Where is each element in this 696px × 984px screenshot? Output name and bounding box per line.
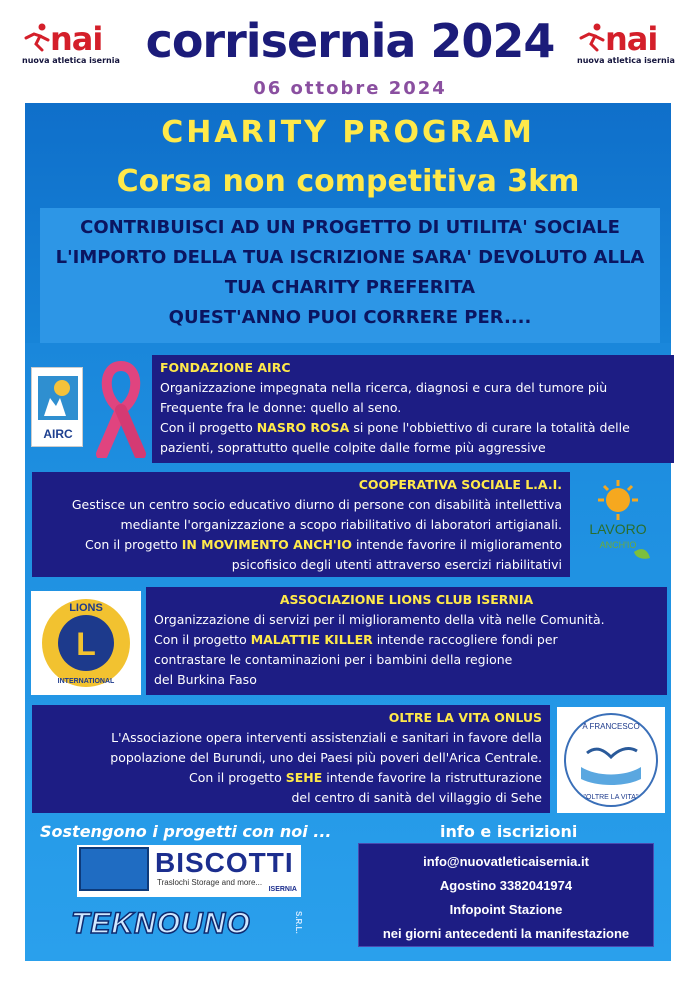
lions-emblem-icon — [31, 591, 141, 695]
intro-line: CONTRIBUISCI AD UN PROGETTO DI UTILITA' SOCIALE — [80, 217, 620, 238]
oltre-logo-top: A FRANCESCO — [582, 722, 640, 731]
oltre-project-name: SEHE — [285, 770, 323, 785]
seagull-emblem-icon — [557, 707, 665, 813]
oltre-text-line — [40, 768, 542, 788]
truck-runner-icon — [79, 847, 149, 891]
lions-text-post: intende raccogliere fondi per — [372, 632, 558, 647]
lai-text-pre: Con il progetto — [85, 537, 182, 552]
lions-text-line: del Burkina Faso — [154, 672, 257, 687]
airc-project-name: NASRO ROSA — [256, 420, 350, 435]
airc-text-line: Organizzazione impegnata nella ricerca, diagnosi e cura del tumore più — [160, 380, 608, 395]
airc-emblem-icon — [32, 368, 84, 448]
biscotti-name: BISCOTTI — [155, 847, 294, 878]
oltre-text-line: popolazione del Burundi, uno dei Paesi più poveri dell'Arica Centrale. — [110, 750, 542, 765]
intro-line: TUA CHARITY PREFERITA — [224, 277, 476, 298]
lai-text-line: Gestisce un centro socio educativo diurno di persone con disabilità intellettiva — [71, 497, 562, 512]
event-date: 06 ottobre 2024 — [253, 78, 447, 99]
airc-text-line — [160, 418, 666, 438]
oltre-text-line: L'Associazione opera interventi assistenziali e sanitari in favore della — [111, 730, 542, 745]
program-subtitle: Corsa non competitiva 3km — [116, 164, 580, 199]
contact-note: nei giorni antecedenti la manifestazione — [382, 926, 630, 941]
airc-card — [152, 355, 674, 463]
oltre-text-pre: Con il progetto — [189, 770, 286, 785]
nai-logo-right — [575, 20, 675, 70]
lions-logo-text: LIONS — [69, 602, 103, 614]
lions-logo — [31, 591, 141, 695]
biscotti-logo — [77, 845, 301, 897]
lions-card — [146, 587, 667, 695]
lions-title: ASSOCIAZIONE LIONS CLUB ISERNIA — [279, 592, 534, 607]
intro-line: QUEST'ANNO PUOI CORRERE PER.... — [168, 307, 532, 328]
lai-text-post: intende favorire il miglioramento — [352, 537, 562, 552]
lavoro-logo-text: LAVORO — [589, 521, 647, 537]
lions-text-line: Organizzazione di servizi per il miglioramento della vità nelle Comunità. — [154, 612, 605, 627]
teknouno-name: TEKNOUNO — [71, 907, 251, 940]
lions-text-line — [154, 630, 659, 650]
lions-text-pre: Con il progetto — [154, 632, 251, 647]
program-title: CHARITY PROGRAM — [161, 115, 535, 150]
logo-word: nai — [50, 20, 103, 58]
logo-subtitle: nuova atletica isernia — [577, 56, 675, 65]
pink-ribbon-icon — [92, 358, 150, 458]
airc-text-pre: Con il progetto — [160, 420, 257, 435]
lai-text-line: mediante l'organizzazione a scopo riabilitativo di laboratori artigianali. — [120, 517, 562, 532]
biscotti-city: ISERNIA — [268, 886, 297, 893]
event-title: corrisernia 2024 — [145, 14, 555, 68]
intro-line: L'IMPORTO DELLA TUA ISCRIZIONE SARA' DEVOLUTO ALLA — [55, 247, 645, 268]
intro-text — [40, 213, 660, 333]
airc-text-line: pazienti, soprattutto quelle colpite dalle forme più aggressive — [160, 440, 546, 455]
oltre-card — [32, 705, 550, 813]
contact-location: Infopoint Stazione — [449, 902, 563, 917]
lai-text-line — [40, 535, 562, 555]
lavoro-logo-sub: ANCH'IO — [599, 540, 637, 550]
oltre-text-line: del centro di sanità del villaggio di Sehe — [291, 790, 542, 805]
airc-text-line: Frequente fra le donne: quello al seno. — [160, 400, 402, 415]
logo-subtitle: nuova atletica isernia — [22, 56, 120, 65]
lai-card — [32, 472, 570, 577]
oltre-title: OLTRE LA VITA ONLUS — [388, 710, 542, 725]
lions-text-line: contrastare le contaminazioni per i bambini della regione — [154, 652, 513, 667]
airc-logo-text: AIRC — [43, 427, 73, 441]
oltre-la-vita-logo — [557, 707, 665, 813]
lions-logo-sub: INTERNATIONAL — [57, 678, 115, 685]
lai-title: COOPERATIVA SOCIALE L.A.I. — [358, 477, 562, 492]
biscotti-tagline: Traslochi Storage and more... — [157, 878, 263, 887]
oltre-logo-bottom: "OLTRE LA VITA" — [583, 794, 639, 801]
contact-phone[interactable]: Agostino 3382041974 — [439, 878, 573, 893]
lions-project-name: MALATTIE KILLER — [250, 632, 373, 647]
sponsors-label: Sostengono i progetti con noi ... — [40, 822, 332, 841]
teknouno-suffix: S.R.L. — [294, 911, 303, 934]
lai-project-name: IN MOVIMENTO ANCH'IO — [181, 537, 353, 552]
airc-text-post: si pone l'obbiettivo di curare la totalità delle — [349, 420, 630, 435]
lai-text-line: psicofisico degli utenti attraverso esercizi riabilitativi — [231, 557, 562, 572]
teknouno-logo — [67, 905, 303, 945]
airc-title: FONDAZIONE AIRC — [160, 360, 291, 375]
info-label: info e iscrizioni — [440, 822, 578, 841]
lions-logo-letter: L — [76, 626, 96, 662]
logo-word: nai — [605, 20, 658, 58]
lavoro-anchio-logo — [578, 476, 658, 564]
oltre-text-post: intende favorire la ristrutturazione — [322, 770, 542, 785]
contact-email[interactable]: info@nuovatleticaisernia.it — [423, 854, 589, 869]
airc-logo — [31, 367, 83, 447]
nai-logo-left — [20, 20, 120, 70]
contact-box — [358, 843, 654, 947]
sun-icon — [578, 476, 658, 564]
